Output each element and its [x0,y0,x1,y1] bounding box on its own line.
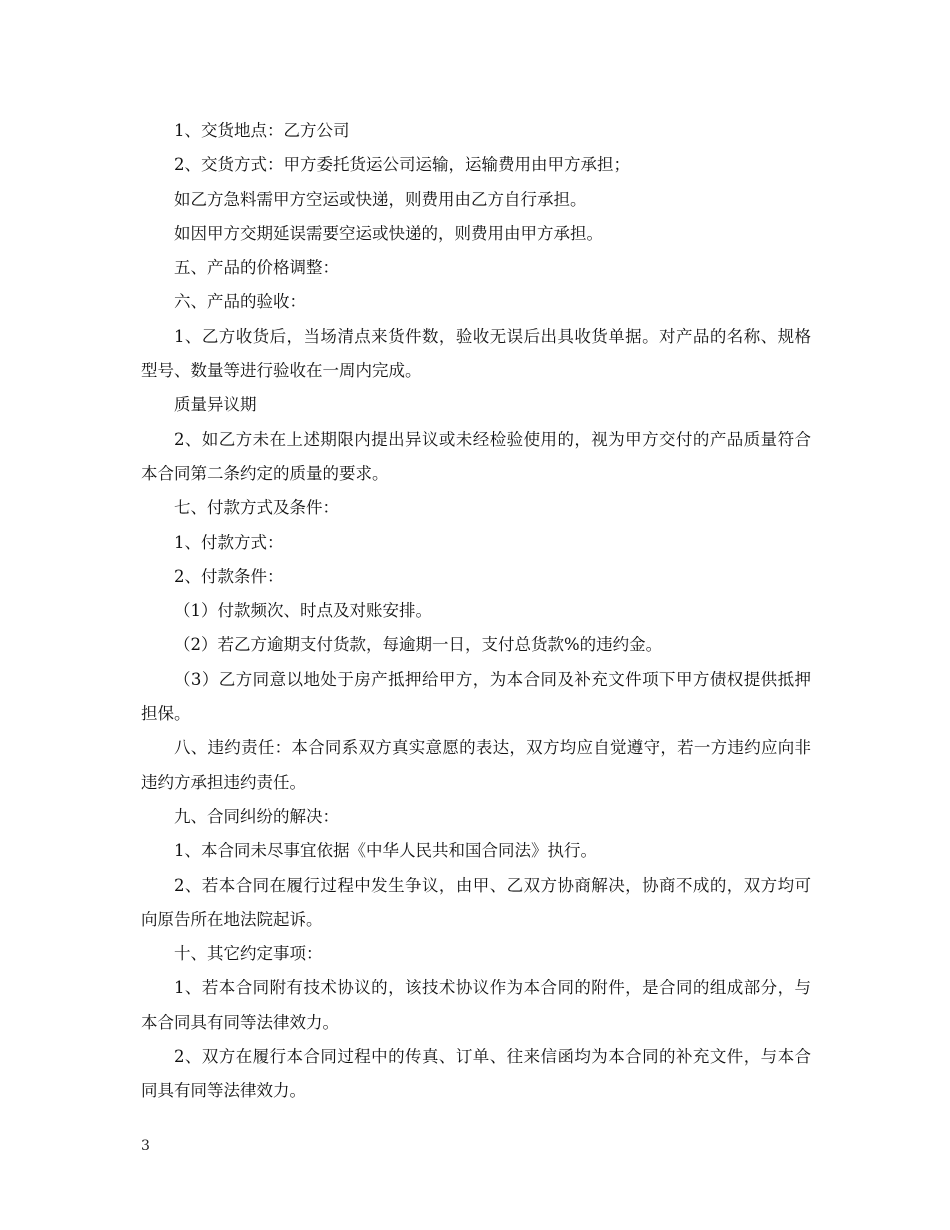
paragraph-delivery-location: 1、交货地点：乙方公司 [174,121,350,140]
paragraph-other-2: 2、双方在履行本合同过程中的传真、订单、往来信函均为本合同的补充文件，与本合同具有同等法律效力。 [141,1047,811,1101]
heading-payment: 七、付款方式及条件： [174,498,339,518]
paragraph-acceptance-1: 1、乙方收货后，当场清点来货件数，验收无误后出具收货单据。对产品的名称、规格型号、数量等进行验收在一周内完成。 [141,326,811,381]
paragraph-breach-liability: 八、违约责任：本合同系双方真实意愿的表达，双方均应自觉遵守，若一方违约应向非违约方承担违约责任。 [141,738,811,792]
document-body [141,114,811,1109]
heading-price-adjustment: 五、产品的价格调整： [174,258,339,278]
paragraph-urgent-shipping: 如乙方急料需甲方空运或快递，则费用由乙方自行承担。 [174,189,587,209]
paragraph-quality-objection-period: 质量异议期 [174,395,257,415]
paragraph-acceptance-2: 2、如乙方未在上述期限内提出异议或未经检验使用的，视为甲方交付的产品质量符合本合同第二条约定的质量的要求。 [141,429,811,483]
paragraph-dispute-1: 1、本合同未尽事宜依据《中华人民共和国合同法》执行。 [174,841,597,861]
paragraph-payment-method: 1、付款方式： [174,532,284,552]
page-number: 3 [141,1138,150,1154]
paragraph-delay-shipping: 如因甲方交期延误需要空运或快递的，则费用由甲方承担。 [174,223,603,243]
paragraph-payment-terms: 2、付款条件： [174,566,284,586]
heading-other-matters: 十、其它约定事项： [174,944,323,964]
paragraph-payment-term-1: （1）付款频次、时点及对账安排。 [174,601,432,621]
paragraph-other-1: 1、若本合同附有技术协议的，该技术协议作为本合同的附件，是合同的组成部分，与本合同具有同等法律效力。 [141,978,811,1032]
heading-dispute-resolution: 九、合同纠纷的解决： [174,806,339,826]
paragraph-dispute-2: 2、若本合同在履行过程中发生争议，由甲、乙双方协商解决，协商不成的，双方均可向原告所在地法院起诉。 [141,875,811,929]
heading-acceptance: 六、产品的验收： [174,292,306,312]
paragraph-delivery-method: 2、交货方式：甲方委托货运公司运输，运输费用由甲方承担； [174,155,630,175]
paragraph-payment-term-3: （3）乙方同意以地处于房产抵押给甲方，为本合同及补充文件项下甲方债权提供抵押担保。 [141,669,811,724]
paragraph-payment-term-2: （2）若乙方逾期支付货款，每逾期一日，支付总货款%的违约金。 [174,635,663,655]
